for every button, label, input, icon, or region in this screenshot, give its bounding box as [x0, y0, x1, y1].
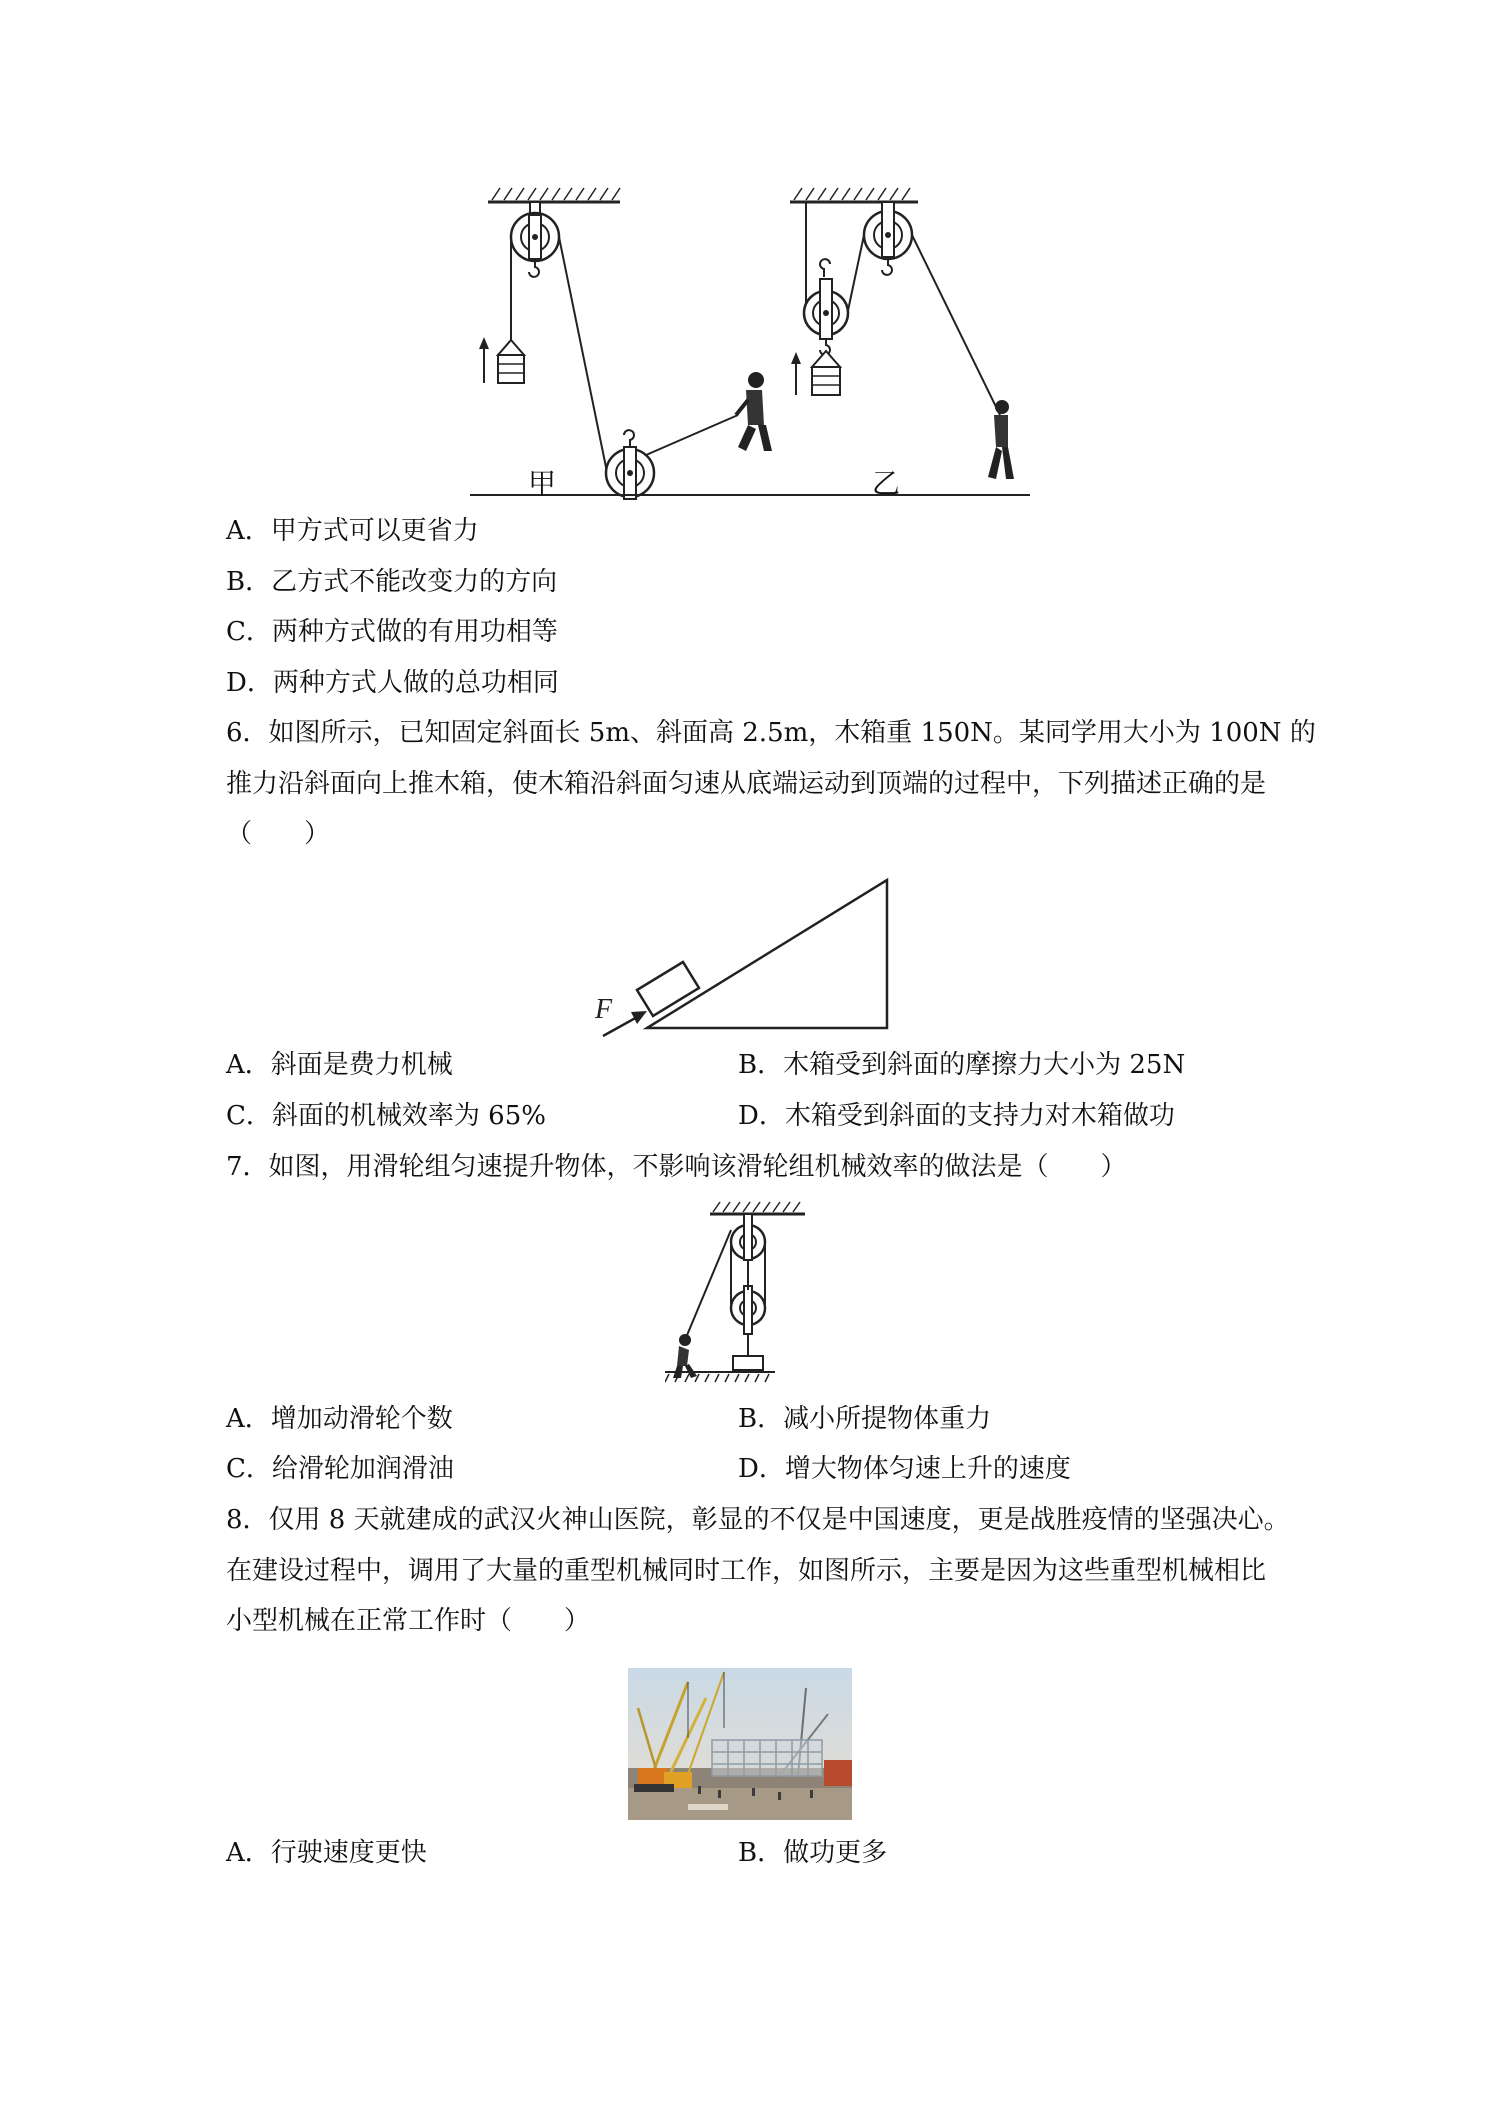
movable-pulley-yi: [804, 259, 848, 355]
q7-stem: 7．如图，用滑轮组匀速提升物体，不影响该滑轮组机械效率的做法是（ ）: [226, 1152, 1127, 1182]
pulley-comparison-figure: [470, 185, 1030, 505]
q6-option-b: B．木箱受到斜面的摩擦力大小为 25N: [738, 1050, 1186, 1080]
q5-option-a: A．甲方式可以更省力: [226, 516, 479, 546]
q8-stem-line-3: 小型机械在正常工作时（ ）: [226, 1606, 591, 1636]
weight-yi: [812, 351, 840, 395]
pulley-block-figure: [665, 1200, 815, 1390]
q8-option-a: A．行驶速度更快: [226, 1838, 427, 1868]
incline-triangle: [647, 880, 887, 1028]
figure-label-jia: 甲: [528, 467, 557, 500]
figure-label-yi: 乙: [872, 467, 901, 500]
weight-jia: [498, 340, 524, 383]
q7-option-a: A．增加动滑轮个数: [226, 1404, 453, 1434]
q7-option-c: C．给滑轮加润滑油: [226, 1454, 454, 1484]
q8-stem-line-2: 在建设过程中，调用了大量的重型机械同时工作，如图所示，主要是因为这些重型机械相比: [226, 1556, 1267, 1586]
incline-figure: [585, 868, 905, 1038]
q5-option-c: C．两种方式做的有用功相等: [226, 617, 558, 647]
ground-pulley-jia: [606, 430, 654, 499]
fixed-pulley-block: [731, 1214, 765, 1260]
person-yi: [988, 400, 1014, 479]
q6-stem-line-1: 6．如图所示，已知固定斜面长 5m、斜面高 2.5m，木箱重 150N。某同学用大小为 100N 的: [226, 718, 1316, 748]
force-label: F: [595, 994, 613, 1025]
q6-stem-line-3: （ ）: [226, 819, 331, 849]
up-arrow-yi-icon: [791, 352, 801, 395]
construction-site-photo: [628, 1668, 852, 1820]
person-jia: [736, 372, 772, 451]
q5-option-d: D．两种方式人做的总功相同: [226, 668, 559, 698]
q5-option-b: B．乙方式不能改变力的方向: [226, 567, 558, 597]
ceiling-jia: [488, 188, 620, 202]
q7-option-b: B．减小所提物体重力: [738, 1404, 992, 1434]
q8-option-b: B．做功更多: [738, 1838, 888, 1868]
fixed-pulley-yi: [864, 202, 912, 275]
q6-stem-line-2: 推力沿斜面向上推木箱，使木箱沿斜面匀速从底端运动到顶端的过程中，下列描述正确的是: [226, 769, 1267, 799]
up-arrow-jia-icon: [479, 337, 489, 383]
load-box: [733, 1356, 763, 1370]
ceiling-yi: [790, 188, 918, 202]
q6-option-d: D．木箱受到斜面的支持力对木箱做功: [738, 1101, 1175, 1131]
q8-stem-line-1: 8．仅用 8 天就建成的武汉火神山医院，彰显的不仅是中国速度，更是战胜疫情的坚强决心。: [226, 1505, 1290, 1535]
q6-option-a: A．斜面是费力机械: [226, 1050, 453, 1080]
movable-pulley-block: [731, 1286, 765, 1334]
q7-option-d: D．增大物体匀速上升的速度: [738, 1454, 1071, 1484]
fixed-pulley-jia: [511, 202, 559, 277]
q6-option-c: C．斜面的机械效率为 65%: [226, 1101, 546, 1131]
